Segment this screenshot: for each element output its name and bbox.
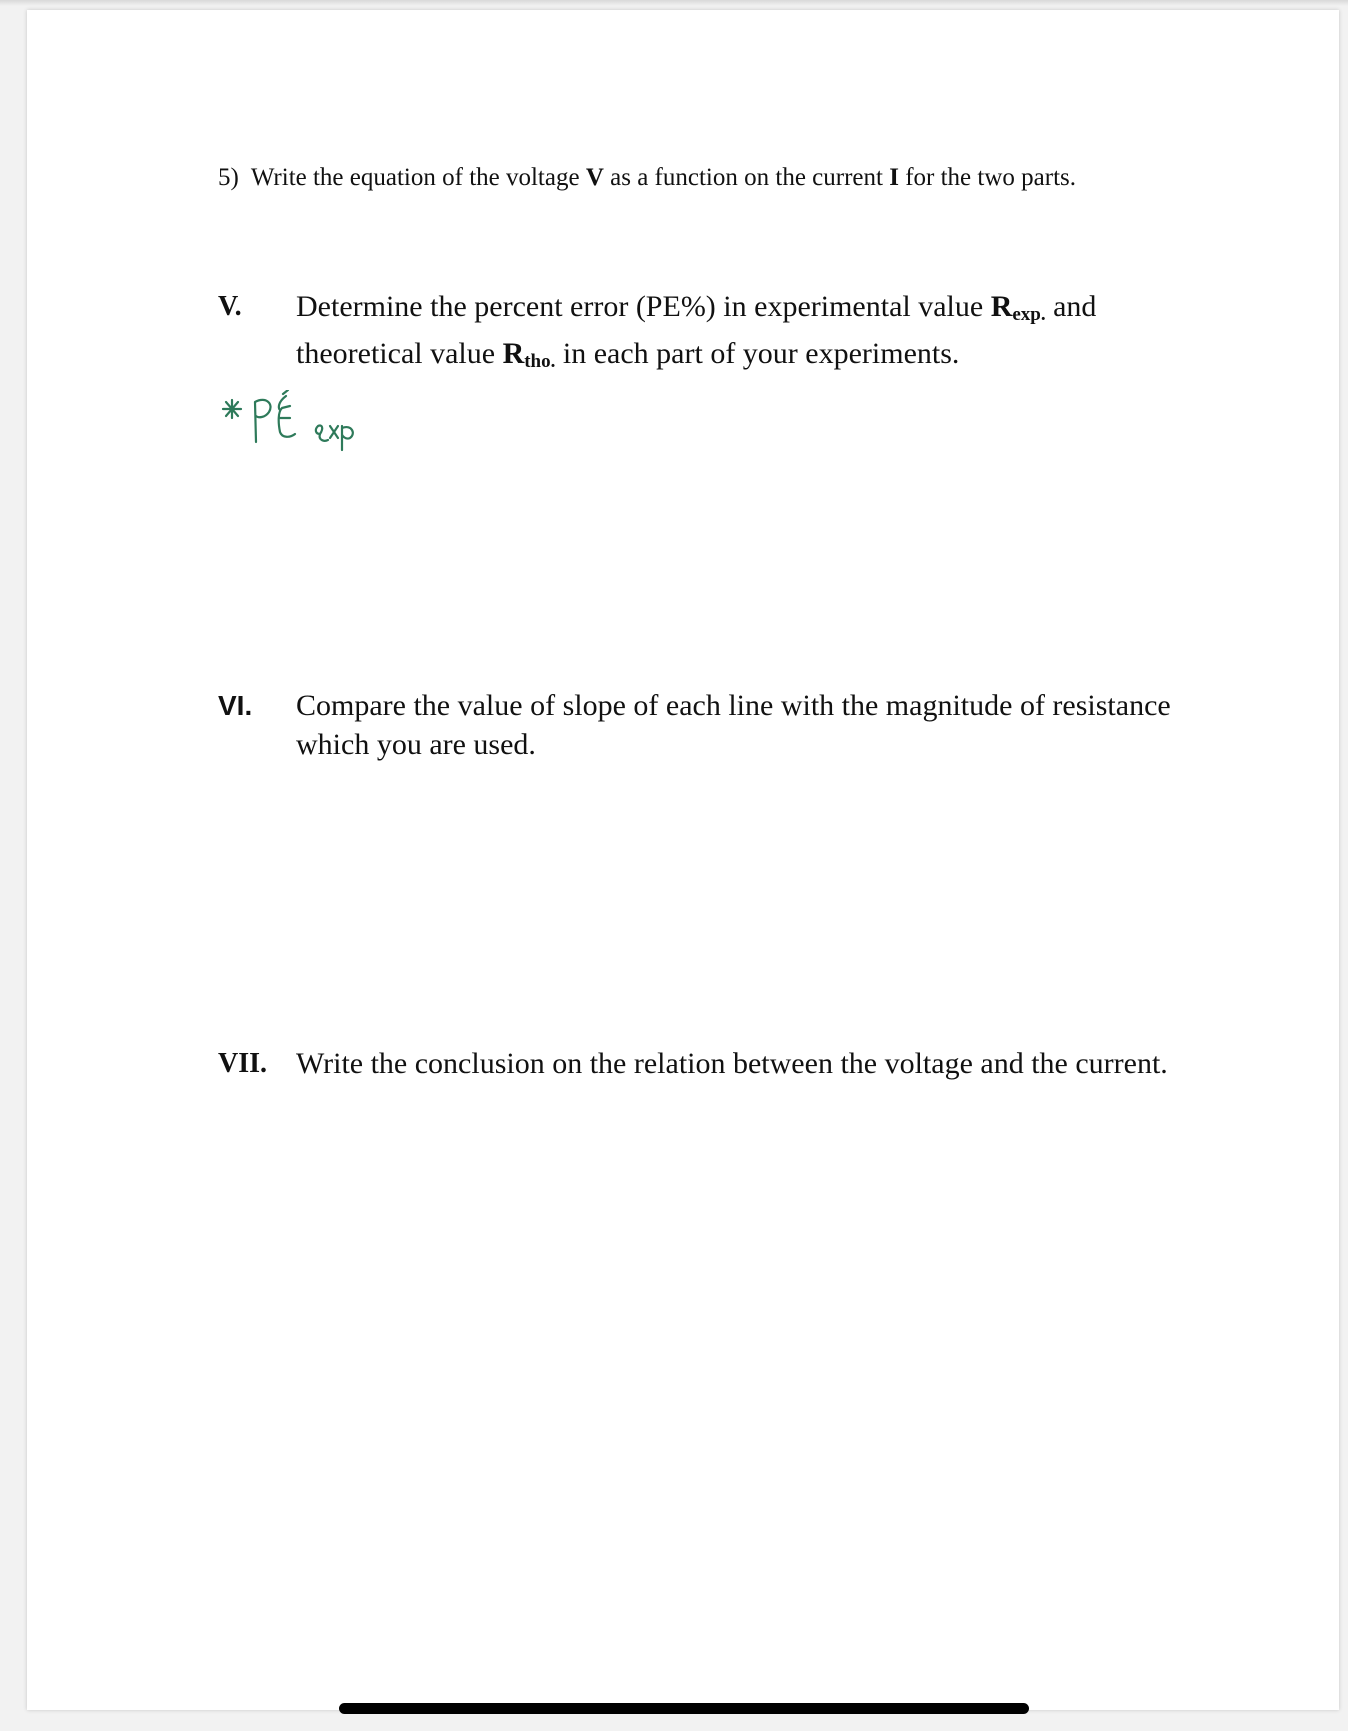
question-5 bbox=[218, 164, 1076, 192]
section-vi-text: Compare the value of slope of each line with the magnitude of resistance which you are used. bbox=[296, 689, 1171, 761]
handwritten-asterisk bbox=[223, 400, 241, 418]
section-v-line1-b: and bbox=[1045, 290, 1097, 323]
handwritten-annotation bbox=[220, 390, 380, 470]
r-exp-subscript: exp. bbox=[1012, 304, 1046, 325]
variable-i: I bbox=[889, 164, 899, 191]
section-v-line2-b: in each part of your experiments. bbox=[555, 337, 960, 370]
question-5-text-a: Write the equation of the voltage bbox=[250, 164, 586, 191]
document-page bbox=[27, 10, 1339, 1710]
top-shadow bbox=[0, 0, 1348, 6]
section-v-text bbox=[296, 287, 1216, 381]
handwritten-e bbox=[279, 390, 295, 437]
question-5-number: 5) bbox=[218, 164, 239, 191]
section-v-line1-a: Determine the percent error (PE%) in experimental value bbox=[296, 290, 991, 323]
question-5-text-b: as a function on the current bbox=[603, 164, 890, 191]
section-vii-text: Write the conclusion on the relation between the voltage and the current. bbox=[296, 1047, 1168, 1080]
question-5-text-c: for the two parts. bbox=[898, 164, 1076, 191]
r-tho-symbol: R bbox=[502, 337, 525, 370]
variable-v: V bbox=[585, 164, 604, 191]
section-vi-numeral: VI. bbox=[218, 690, 253, 721]
home-indicator-bar[interactable] bbox=[339, 1703, 1029, 1714]
section-v-numeral: V. bbox=[218, 291, 242, 322]
section-v-line2-a: theoretical value bbox=[296, 337, 503, 370]
section-vii-numeral: VII. bbox=[218, 1048, 268, 1079]
handwritten-exp bbox=[316, 425, 353, 450]
r-tho-subscript: tho. bbox=[524, 351, 556, 372]
handwritten-p bbox=[255, 400, 271, 442]
r-exp-symbol: R bbox=[990, 290, 1013, 323]
